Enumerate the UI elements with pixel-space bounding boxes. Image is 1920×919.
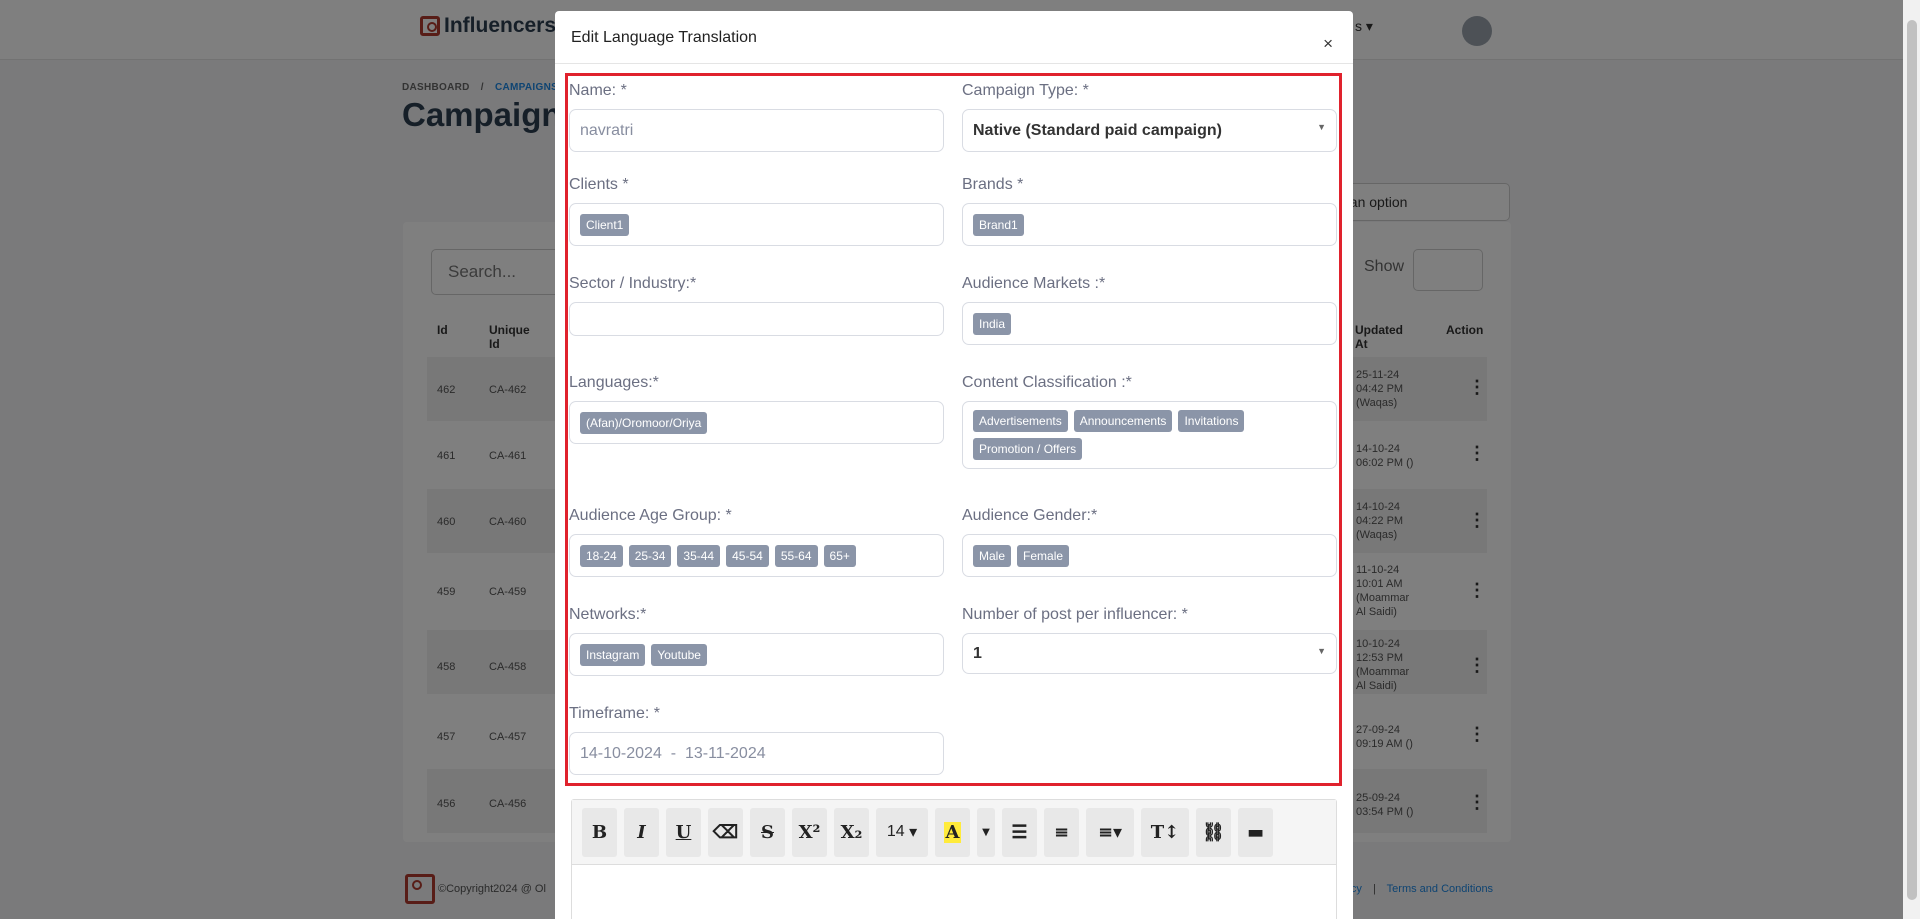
classification-label: Content Classification :*	[962, 374, 1132, 391]
tag-gender[interactable]: Male	[973, 545, 1011, 567]
posts-value: 1	[973, 644, 982, 662]
superscript-button[interactable]: X²	[792, 808, 827, 857]
edit-language-translation-modal	[555, 11, 1353, 919]
chevron-down-icon: ▼	[1317, 122, 1326, 132]
bold-button[interactable]: B	[582, 808, 617, 857]
tag-language[interactable]: (Afan)/Oromoor/Oriya	[580, 412, 707, 434]
brands-label: Brands *	[962, 176, 1024, 193]
eraser-icon[interactable]: ⌫	[708, 808, 743, 857]
sector-multiselect[interactable]	[569, 302, 944, 336]
font-size-value: 14	[886, 823, 905, 840]
chevron-down-icon: ▼	[1317, 646, 1326, 656]
timeframe-label: Timeframe: *	[569, 705, 660, 722]
brands-multiselect[interactable]	[962, 203, 1337, 246]
networks-label: Networks:*	[569, 606, 647, 623]
clients-multiselect[interactable]	[569, 203, 944, 246]
classification-multiselect[interactable]	[962, 401, 1337, 469]
brands-group	[962, 176, 1337, 246]
gender-group	[962, 507, 1337, 577]
tag-network[interactable]: Instagram	[580, 644, 645, 666]
campaign-type-select[interactable]	[962, 109, 1337, 152]
tag-brand[interactable]: Brand1	[973, 214, 1024, 236]
editor-content-area[interactable]	[572, 865, 1336, 919]
name-input[interactable]: navratri	[569, 109, 944, 152]
markets-group	[962, 275, 1337, 345]
tag-classification[interactable]: Advertisements	[973, 410, 1068, 432]
strikethrough-button[interactable]: S	[750, 808, 785, 857]
languages-group	[569, 374, 944, 444]
name-label: Name: *	[569, 82, 627, 99]
campaign-type-label: Campaign Type: *	[962, 82, 1089, 99]
video-icon[interactable]: ▬	[1238, 808, 1273, 857]
page-scrollbar[interactable]	[1903, 0, 1920, 919]
tag-gender[interactable]: Female	[1017, 545, 1069, 567]
highlight-icon: A	[945, 821, 960, 843]
line-height-icon[interactable]: T↕	[1141, 808, 1189, 857]
networks-multiselect[interactable]	[569, 633, 944, 676]
name-group	[569, 82, 944, 152]
age-group-group	[569, 507, 944, 577]
gender-multiselect[interactable]	[962, 534, 1337, 577]
languages-multiselect[interactable]	[569, 401, 944, 444]
tag-age[interactable]: 55-64	[775, 545, 818, 567]
age-group-multiselect[interactable]	[569, 534, 944, 577]
tag-client[interactable]: Client1	[580, 214, 629, 236]
ordered-list-icon[interactable]: ≡	[1044, 808, 1079, 857]
subscript-button[interactable]: X₂	[834, 808, 869, 857]
underline-button[interactable]: U	[666, 808, 701, 857]
italic-button[interactable]: I	[624, 808, 659, 857]
modal-header	[555, 11, 1353, 64]
tag-classification[interactable]: Promotion / Offers	[973, 438, 1082, 460]
markets-multiselect[interactable]	[962, 302, 1337, 345]
font-size-dropdown[interactable]: 14 ▾	[876, 808, 928, 857]
close-icon[interactable]: ×	[1323, 34, 1333, 53]
gender-label: Audience Gender:*	[962, 507, 1098, 524]
link-icon[interactable]: ⛓	[1196, 808, 1231, 857]
markets-label: Audience Markets :*	[962, 275, 1106, 292]
campaign-type-value: Native (Standard paid campaign)	[973, 121, 1222, 139]
tag-age[interactable]: 18-24	[580, 545, 623, 567]
sector-label: Sector / Industry:*	[569, 275, 697, 292]
tag-age[interactable]: 45-54	[726, 545, 769, 567]
tag-network[interactable]: Youtube	[651, 644, 707, 666]
rich-text-editor	[571, 799, 1337, 919]
unordered-list-icon[interactable]: ☰	[1002, 808, 1037, 857]
tag-classification[interactable]: Invitations	[1178, 410, 1244, 432]
posts-label: Number of post per influencer: *	[962, 606, 1188, 623]
networks-group	[569, 606, 944, 676]
highlight-button[interactable]	[935, 808, 970, 857]
editor-toolbar	[572, 800, 1336, 865]
tag-classification[interactable]: Announcements	[1074, 410, 1173, 432]
tag-age[interactable]: 35-44	[677, 545, 720, 567]
align-dropdown-icon[interactable]: ≡▾	[1086, 808, 1134, 857]
timeframe-group	[569, 705, 944, 775]
posts-select[interactable]	[962, 633, 1337, 674]
tag-age[interactable]: 65+	[824, 545, 856, 567]
tag-age[interactable]: 25-34	[629, 545, 672, 567]
sector-group	[569, 275, 944, 336]
color-dropdown-button[interactable]: ▼	[977, 808, 995, 857]
campaign-type-group	[962, 82, 1337, 152]
tag-market[interactable]: India	[973, 313, 1011, 335]
clients-label: Clients *	[569, 176, 629, 193]
languages-label: Languages:*	[569, 374, 659, 391]
campaign-form	[565, 73, 1342, 786]
scrollbar-thumb[interactable]	[1907, 20, 1917, 900]
age-group-label: Audience Age Group: *	[569, 507, 732, 524]
modal-title: Edit Language Translation	[571, 29, 757, 46]
posts-group	[962, 606, 1337, 674]
timeframe-input[interactable]: 14-10-2024 - 13-11-2024	[569, 732, 944, 775]
classification-group	[962, 374, 1337, 469]
clients-group	[569, 176, 944, 246]
